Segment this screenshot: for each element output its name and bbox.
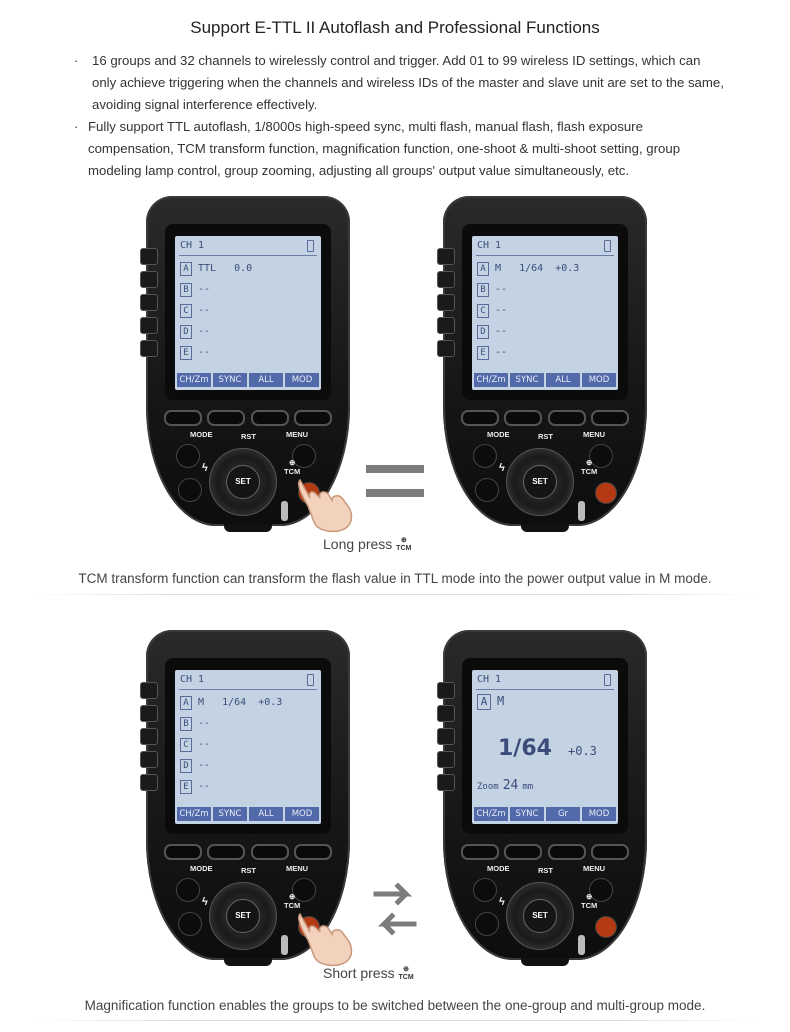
page-title: Support E-TTL II Autoflash and Professional Functions (190, 18, 600, 37)
soft-buttons (461, 410, 629, 426)
soft-button[interactable] (207, 844, 245, 860)
group-button[interactable] (140, 751, 158, 768)
lcd-screen (175, 236, 321, 390)
short-press-label: Short press ⊕ TCM (323, 965, 414, 982)
lcd-softkey-label: MOD (582, 373, 616, 387)
soft-button[interactable] (294, 410, 332, 426)
lcd-group-row: C -- (477, 304, 507, 318)
soft-button[interactable] (504, 410, 542, 426)
lcd-softkey-label: SYNC (510, 807, 544, 821)
lcd-frame (462, 658, 628, 834)
flash-icon: ϟ (202, 462, 208, 474)
lcd-softkey-label: ALL (249, 373, 283, 387)
lcd-softkeys (474, 373, 616, 387)
set-button[interactable]: SET (523, 465, 557, 499)
lcd-zoom: Zoom 24 mm (477, 778, 534, 793)
lcd-softkey-label: SYNC (510, 373, 544, 387)
mode-button[interactable] (473, 878, 497, 902)
lcd-group-row: B -- (477, 283, 507, 297)
lcd-group-row: C -- (180, 304, 210, 318)
lcd-channel: CH 1 (180, 674, 205, 685)
group-button[interactable] (140, 705, 158, 722)
soft-button[interactable] (548, 844, 586, 860)
lcd-group-row: D -- (477, 325, 507, 339)
flash-trigger-device (437, 630, 653, 968)
tcm-label: ⊕ TCM (581, 458, 598, 476)
group-side-buttons (437, 248, 455, 363)
status-led (578, 935, 585, 955)
lcd-softkey-label: MOD (285, 373, 319, 387)
lcd-group-row: C -- (180, 738, 210, 752)
hot-shoe-connector (521, 524, 569, 532)
lcd-softkeys (177, 373, 319, 387)
mode-button[interactable] (176, 878, 200, 902)
lcd-group-row: B -- (180, 283, 210, 297)
soft-button[interactable] (504, 844, 542, 860)
group-side-buttons (140, 248, 158, 363)
menu-label: MENU (286, 430, 309, 439)
lcd-power-value: 1/64 (498, 736, 552, 761)
tcm-label: ⊕ TCM (284, 892, 301, 910)
flash-icon: ϟ (202, 896, 208, 908)
hot-shoe-connector (224, 524, 272, 532)
long-press-label: Long press ⊕ TCM (323, 536, 412, 553)
tcm-button[interactable] (595, 482, 617, 504)
soft-button[interactable] (461, 410, 499, 426)
lcd-softkey-label: CH/Zm (177, 373, 211, 387)
group-button[interactable] (437, 294, 455, 311)
mode-label: MODE (487, 864, 510, 873)
lcd-frame (462, 224, 628, 400)
flash-trigger-device (437, 196, 653, 534)
soft-button[interactable] (294, 844, 332, 860)
lcd-softkey-label: SYNC (213, 373, 247, 387)
lcd-softkeys (474, 807, 616, 821)
rst-label: RST (538, 432, 553, 441)
lcd-frame (165, 224, 331, 400)
lcd-group-row: A M 1/64 +0.3 (477, 262, 579, 276)
flash-icon: ϟ (499, 462, 505, 474)
rst-label: RST (538, 866, 553, 875)
status-led (281, 501, 288, 521)
soft-button[interactable] (207, 410, 245, 426)
feature-bullet: · 16 groups and 32 channels to wirelessly control and trigger. Add 01 to 99 wireless ID settings, which can only achieve triggering when the channels and wireless IDs of the master and slave unit are set to the same, avoiding signal interference effectively. (74, 53, 724, 112)
lcd-softkey-label: CH/Zm (177, 807, 211, 821)
equals-icon (366, 465, 424, 513)
group-side-buttons (437, 682, 455, 797)
tcm-icon: ⊕ TCM (396, 537, 412, 553)
lcd-softkey-label: CH/Zm (474, 807, 508, 821)
lcd-channel: CH 1 (180, 240, 205, 251)
caption-magnification: Magnification function enables the groups to be switched between the one-group and multi-group mode. (84, 998, 706, 1013)
group-button[interactable] (437, 705, 455, 722)
lcd-group-row: D -- (180, 325, 210, 339)
soft-button[interactable] (251, 844, 289, 860)
lcd-channel: CH 1 (477, 240, 502, 251)
tcm-label: ⊕ TCM (284, 458, 301, 476)
lcd-softkey-label: MOD (285, 807, 319, 821)
menu-label: MENU (286, 864, 309, 873)
soft-buttons (164, 410, 332, 426)
lcd-softkeys (177, 807, 319, 821)
lcd-group-row: D -- (180, 759, 210, 773)
soft-button[interactable] (548, 410, 586, 426)
battery-icon (604, 674, 611, 686)
group-button[interactable] (437, 271, 455, 288)
soft-button[interactable] (591, 410, 629, 426)
test-button[interactable] (178, 478, 202, 502)
mode-label: MODE (487, 430, 510, 439)
lcd-softkey-label: SYNC (213, 807, 247, 821)
test-button[interactable] (475, 478, 499, 502)
group-button[interactable] (437, 682, 455, 699)
soft-button[interactable] (591, 844, 629, 860)
battery-icon (307, 240, 314, 252)
section-divider (30, 594, 760, 595)
group-button[interactable] (437, 317, 455, 334)
group-button[interactable] (437, 340, 455, 357)
tcm-icon: ⊕ TCM (398, 966, 414, 982)
group-button[interactable] (140, 728, 158, 745)
feature-list (74, 50, 724, 182)
rst-label: RST (241, 432, 256, 441)
group-button[interactable] (437, 248, 455, 265)
section-divider (30, 1020, 760, 1021)
pressing-hand-icon (292, 476, 356, 536)
set-button[interactable]: SET (226, 899, 260, 933)
set-button[interactable]: SET (523, 899, 557, 933)
status-led (281, 935, 288, 955)
lcd-softkey-label: ALL (546, 373, 580, 387)
caption-tcm: TCM transform function can transform the flash value in TTL mode into the power output value in M mode. (78, 571, 712, 586)
soft-buttons (461, 844, 629, 860)
hot-shoe-connector (521, 958, 569, 966)
group-button[interactable] (140, 248, 158, 265)
lcd-channel: CH 1 (477, 674, 502, 685)
lcd-screen (175, 670, 321, 824)
hot-shoe-connector (224, 958, 272, 966)
soft-button[interactable] (164, 844, 202, 860)
switch-arrows-icon (372, 880, 418, 940)
lcd-screen (472, 670, 618, 824)
lcd-group-row: B -- (180, 717, 210, 731)
lcd-group-row: E -- (180, 346, 210, 360)
mode-label: MODE (190, 430, 213, 439)
lcd-softkey-label: MOD (582, 807, 616, 821)
group-button[interactable] (140, 294, 158, 311)
battery-icon (307, 674, 314, 686)
lcd-group-row: A TTL 0.0 (180, 262, 252, 276)
group-button[interactable] (437, 728, 455, 745)
lcd-softkey-label: Gr (546, 807, 580, 821)
group-button[interactable] (140, 271, 158, 288)
set-button[interactable]: SET (226, 465, 260, 499)
test-button[interactable] (178, 912, 202, 936)
lcd-softkey-label: ALL (249, 807, 283, 821)
menu-label: MENU (583, 430, 606, 439)
group-button[interactable] (140, 340, 158, 357)
flash-icon: ϟ (499, 896, 505, 908)
group-button[interactable] (140, 317, 158, 334)
group-button[interactable] (437, 774, 455, 791)
tcm-label: ⊕ TCM (581, 892, 598, 910)
pressing-hand-icon (292, 910, 356, 970)
tcm-button[interactable] (595, 916, 617, 938)
status-led (578, 501, 585, 521)
lcd-screen (472, 236, 618, 390)
group-button[interactable] (437, 751, 455, 768)
soft-button[interactable] (164, 410, 202, 426)
feature-bullet: · Fully support TTL autoflash, 1/8000s high-speed sync, multi flash, manual flash, flash exposure compensation, TCM transform function, magnification function, one-shoot & multi-shoot setting, group modeling lamp control, group zooming, adjusting all groups' output value simultaneously, etc. (74, 119, 681, 178)
group-button[interactable] (140, 682, 158, 699)
mode-label: MODE (190, 864, 213, 873)
soft-button[interactable] (251, 410, 289, 426)
soft-buttons (164, 844, 332, 860)
battery-icon (604, 240, 611, 252)
group-button[interactable] (140, 774, 158, 791)
mode-button[interactable] (176, 444, 200, 468)
lcd-group-row: A M (477, 694, 504, 710)
test-button[interactable] (475, 912, 499, 936)
group-side-buttons (140, 682, 158, 797)
lcd-frame (165, 658, 331, 834)
lcd-softkey-label: CH/Zm (474, 373, 508, 387)
lcd-group-row: A M 1/64 +0.3 (180, 696, 282, 710)
lcd-comp-value: +0.3 (568, 744, 597, 758)
menu-label: MENU (583, 864, 606, 873)
soft-button[interactable] (461, 844, 499, 860)
rst-label: RST (241, 866, 256, 875)
lcd-group-row: E -- (477, 346, 507, 360)
lcd-group-row: E -- (180, 780, 210, 794)
mode-button[interactable] (473, 444, 497, 468)
